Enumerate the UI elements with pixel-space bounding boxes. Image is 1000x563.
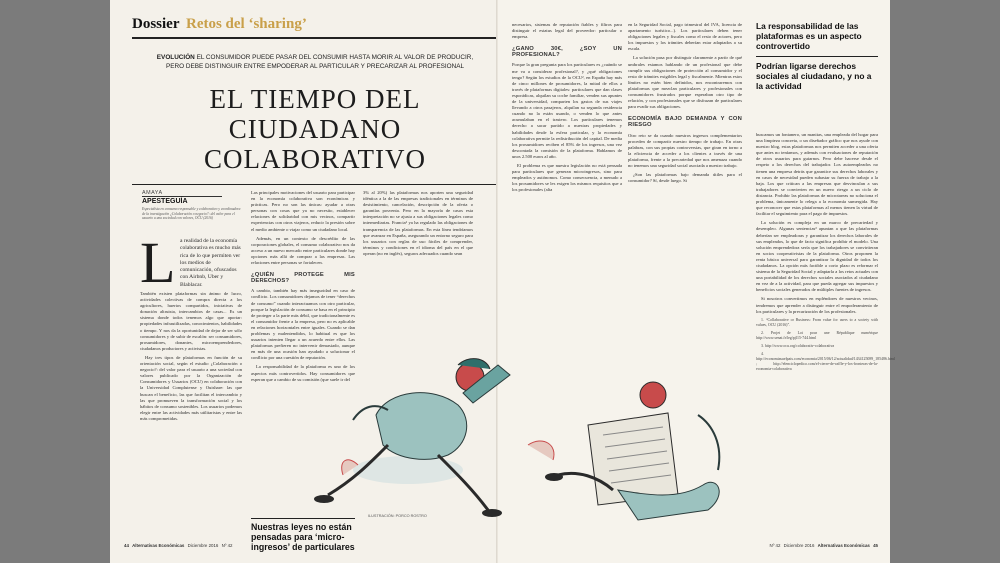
col5-body — [628, 22, 742, 297]
sidebar-title: La responsabilidad de las plataformas es un aspecto controvertido — [756, 21, 862, 51]
deck-text: EL CONSUMIDOR PUEDE PASAR DEL CONSUMIR HASTA MORIR AL VALOR DE PRODUCIR, PERO DEBE DISTINGUIR ENTRE EMPODERAR AL PARTICULAR Y PRECARIZAR AL PROFESIONAL — [165, 54, 474, 70]
author-bio: Especialista en consumo responsable y colaborativo y coordinadora de la investigación ¿Colaboración o negocio?: del valor para el usuario a una sociedad con valores, OCU (2016) — [142, 207, 241, 221]
pullquote: Nuestras leyes no están pensadas para ‘micro-ingresos’ de particulares — [251, 522, 355, 552]
col1-paragraph-2: Hay tres tipos de plataformas en función de su orientación social, según el estudio ¿Colaboración o negocio?: del valor para el usuario a una sociedad con valores publicado por la Organización de Consumidores y Usuarios (OCU) en colaboración con la Universidad Complutense y Ouishare: las que buscan el beneficio, las que facilitan el intercambio y las que promueven la transformación social y los hábitos de consumo sostenibles. Los usuarios podemos elegir entre las actividades más utilitaristas y entre las más comprometidas. — [140, 354, 242, 421]
col4-paragraph-3: El problema es que nuestra legislación no está pensada para particulares que generan microingresos, sino para empleados y autónomos. Como consecuencia, a menudo a los prosumidores se les exigen los mismos requisitos que a los profesionales (alta — [512, 162, 622, 193]
col4-paragraph-2: Porque la gran pregunta para los particulares es ¿cuándo se me va a considerar profesional?, y ¿qué obligaciones tengo? Según los estudios de la OCU², en España hay más de cinco millones de prosumidores, la mitad de ellos a través de plataformas digitales: particulares que dan clases esporádicas, alquilan su coche familiar, venden sus apuntes de la universidad, comparten los gastos de sus viajes llevando a otros pasajeros, alquilan su segunda residencia cuando no la están usando, o venden lo que antes acumulaban en el trastero. Los particulares tenemos derecho a sacar partido a nuestras propiedades y habilidades desde la esfera particular, y la economía colaborativa permite la redistribución del capital. De media los prosumidores reciben el 85% de los ingresos, una vez descontada la comisión de la plataforma. Hablamos de unos 2.500 euros al año. — [512, 62, 622, 159]
col1-body — [140, 291, 242, 534]
col4-paragraph-1: necesarios, sistemas de reputación fiables y filtros para distinguir el estatus legal del proveedor: particular o empresa. — [512, 22, 622, 40]
footnote-1: 1. “Collaborative or Business: From value for users to a society with values, OCU (2016)”. — [756, 317, 878, 327]
left-magazine-name: Alternativas Económicas — [132, 543, 185, 548]
illustration-credit: ILUSTRACIÓN: PORCO ROSTRO — [368, 514, 427, 518]
headline-line-3: COLABORATIVO — [203, 144, 426, 174]
col6-paragraph-3: Si nosotros convertimos en espléndores de nuestros vecinos, tendremos que aprender a distinguir entre el empoderamiento de los particulares y la precarización de los profesionales. — [756, 296, 878, 314]
headline-line-2: CIUDADANO — [228, 114, 402, 144]
col2-subhead: ¿QUIÉN PROTEGE MIS DERECHOS? — [251, 272, 355, 285]
illustration — [258, 295, 758, 527]
col2-paragraph-2: Además, en un contexto de descrédito de las corporaciones globales, el consumo colaborativo nos da acceso a un nuevo mercado entre particulares donde hay opciones más allá de comprar a las empresas. Las relaciones entre personas se fortalecen. — [251, 235, 355, 266]
sidebar-subtitle: Podrían ligarse derechos sociales al ciudadano, y no a la actividad — [756, 61, 872, 91]
col2-paragraph-4: La responsabilidad de la plataforma es uno de los aspectos más controvertidos. Hay consumidores que esperan que a cambio de su comisión (que suele ir del — [251, 364, 355, 382]
title-rule — [132, 184, 498, 185]
col3-paragraph-1: 3% al 20%) las plataformas nos aporten una seguridad idéntica a la de las empresas tradicionales en términos de desistimiento, cancelación, descripción de la oferta o garantías posventa. Pero en la mayoría de casos esta interpretación no se ajusta a sus obligaciones legales como intermediarias. Francia¹ ya ha regulado las obligaciones de transparencia de las plataformas. En esta línea tendríamos que avanzar en España, asegurando un entorno seguro para los usuarios con reglas de uso fáciles de comprender, términos y condiciones en el idioma del país en el que operan (no en inglés), seguros adecuados cuando sean — [363, 190, 473, 256]
col6-paragraph-1: buscamos un fontanero, un manitas, una empleada del hogar para una limpieza concreta, o un diseñador gráfico que nos ayude con nuestro blog, estas plataformas nos permiten acceder a una oferta que antes no teníamos, y además con evaluaciones de reputación de otros usuarios para guiarnos. Pero debe hacerse desde el respeto a los derechos del trabajador. Los autoempleados no tienen una empresa detrás que garantice sus derechos laborales y en casos de necesidad pueden subastar su fuerza de trabajo a la baja. Los que critican a las empresas que desvinculan a sus trabajadores se convierten en un nuevo riesgo a un ciclo de distancia. Prohibir las plataformas de microtareas no soluciona el problema, únicamente lo relega a la economía sumergida. Hay que reconocer que estas plataformas al menos tienen la virtud de facilitar el seguimiento para el pago de impuestos. — [756, 132, 878, 217]
dossier-section: Retos del ‘sharing’ — [185, 16, 307, 32]
dossier-header — [132, 16, 307, 33]
headline-line-1: EL TIEMPO DEL — [209, 84, 421, 114]
author-block — [142, 190, 242, 221]
col2-paragraph-1: Las principales motivaciones del usuario para participar en la economía colaborativa son económicas y prácticas. Pero no son las únicas: ayudar a otras personas con cosas que ya no necesito, establecer relaciones de solidaridad con mis vecinos, compartir experiencias con otros viajeros, reducir la presión sobre el medio ambiente o viajar como un ciudadano local. — [251, 190, 355, 232]
col5-paragraph-2: La solución pasa por distinguir claramente a partir de qué umbrales estamos hablando de un profesional que debe cumplir sus obligaciones de protección al consumidor y el resto de trámites exigibles legal y fiscalmente. Mientras estos límites no estén bien definidos, nos encontraremos con plataformas que mezclan particulares y profesionales con consumidores frustrados porque esperaban otro tipo de relación, y con profesionales que se disfrazan de particulares para evadir sus obligaciones. — [628, 55, 742, 110]
author-first: AMAYA — [142, 190, 163, 196]
dossier-label: Dossier — [132, 16, 180, 32]
deck-lead: EVOLUCIÓN — [156, 54, 195, 61]
col5-paragraph-4: ¿Son las plataformas bajo demanda útiles para el consumidor? Sí, desde luego. Si — [628, 172, 742, 184]
footnote-4: 4. http://economiasuelpais.com/economia/2015/06/12/actualidad/1434125089_185486.html ; http://elenciclopedico.com/el-cierre-de-raffle-y-los-fronteras-de-la-economia-colaborativa — [756, 351, 895, 371]
col4-body — [512, 22, 622, 297]
left-issue-date: Diciembre 2016 — [187, 543, 219, 548]
left-issue-number: Nº 42 — [221, 543, 233, 548]
headline — [132, 84, 498, 174]
col5-paragraph-3: Otro reto se da cuando nuestros ingresos complementarios proceden de compartir nuestro tiempo de trabajo. En otras palabras, con sus propias controversias, que giran en torno a la eficiencia de acceder a los clientes a través de una plataforma, frente a la precariedad que nos amenaza cuando no tenemos una seguridad social asociada a nuestro trabajo. — [628, 132, 742, 168]
right-issue-date: Diciembre 2016 — [783, 543, 815, 548]
left-footer — [124, 543, 232, 548]
deck — [150, 53, 480, 71]
footnote-2: 2. Projet de Loi pour une République numérique http://www.senat.fr/leg/pjl15-744.html — [756, 330, 878, 340]
col6-paragraph-2: La solución es compleja en un marco de precariedad y desempleo. Algunas sentencias³ apuntan a que las plataformas deberían ser empleadoras y garantizar los derechos laborales de sus empleados, lo que de facto significa prohibir el modelo. Una solución emprendedora sería que los trabajadores se convirtieran en socios cooperativistas de la plataforma. Otros proponen la renta básica universal para garantizar la dignidad de todos los ciudadanos. La opción más factible a corto plazo es reformar el sistema de la Seguridad Social y adaptarla a los retos actuales con una portabilidad de los derechos sociales asociados al ciudadano en vez de a la actividad, para que pueda agregar sus impuestos y beneficios sociales generados de múltiples fuentes de ingresos. — [756, 220, 878, 293]
right-issue-number: Nº 42 — [769, 543, 781, 548]
col6-body — [756, 132, 895, 537]
col5-subhead: ECONOMÍA BAJO DEMANDA Y CON RIESGO — [628, 116, 742, 129]
col3-body — [363, 190, 473, 285]
header-rule — [132, 37, 498, 39]
col5-paragraph-1: en la Seguridad Social, pago trimestral del IVA, licencia de apartamento turístico...). Los particulares deben tener obligaciones legales y fiscales como el resto de actores, pero los impuestos y los trámites deberían estar adaptados a su escala. — [628, 22, 742, 52]
right-page-number: 45 — [873, 543, 878, 548]
sidebar — [756, 22, 878, 92]
sidebar-rule — [756, 56, 878, 57]
col4-subhead: ¿GANO 30€, ¿SOY UN PROFESIONAL? — [512, 46, 622, 59]
drop-cap: L — [140, 230, 176, 295]
footnote-3: 3. http://www.ocu.org/colaborativ-colaborativa — [761, 343, 835, 348]
col1-paragraph-1: También existen plataformas sin ánimo de lucro, actividades colectivas de compra directa a los agricultores, huertos compartidos, iniciativas de donación altruista, intercambios de casas... Es un sistema donde todos tenemos algo que aportar: propiedades infrautilizadas, conocimientos, habilidades o tiempo. Y nos da la oportunidad de dejar de ser sólo consumidores y de subir de escalón: ser consumidores, prosumidores, donantes, microemprendedores, ciudadanos productores y activistas. — [140, 291, 242, 351]
author-last: APESTEGUÍA — [142, 196, 222, 205]
col1-lead: a realidad de la economía colaborativa es mucho más rica de lo que permiten ver los medios de comunicación, ofuscados con Airbnb, Uber y Blablacar. — [180, 238, 241, 288]
right-magazine-name: Alternativas Económicas — [817, 543, 870, 548]
left-page-number: 44 — [124, 543, 129, 548]
illustration-drawing — [258, 295, 758, 527]
col2-paragraph-3: A cambio, también hay más inseguridad en caso de conflicto. Los consumidores dejamos de tener “derechos de consumo” cuando interactuamos con otro particular, porque la legislación de consumo se basa en el principio de proteger a la parte más débil, que tradicionalmente es el consumidor frente a la empresa, pero no es aplicable en relaciones horizontales entre iguales. Cuando se dan problemas y malentendidos, lo habitual es que los usuarios intenten llegar a un acuerdo entre ellos. Las plataformas prefieren no intervenir demasiado, aunque en más de una ocasión han ayudado a solucionar el conflicto por una cuestión de reputación. — [251, 288, 355, 361]
right-footer — [770, 543, 878, 548]
